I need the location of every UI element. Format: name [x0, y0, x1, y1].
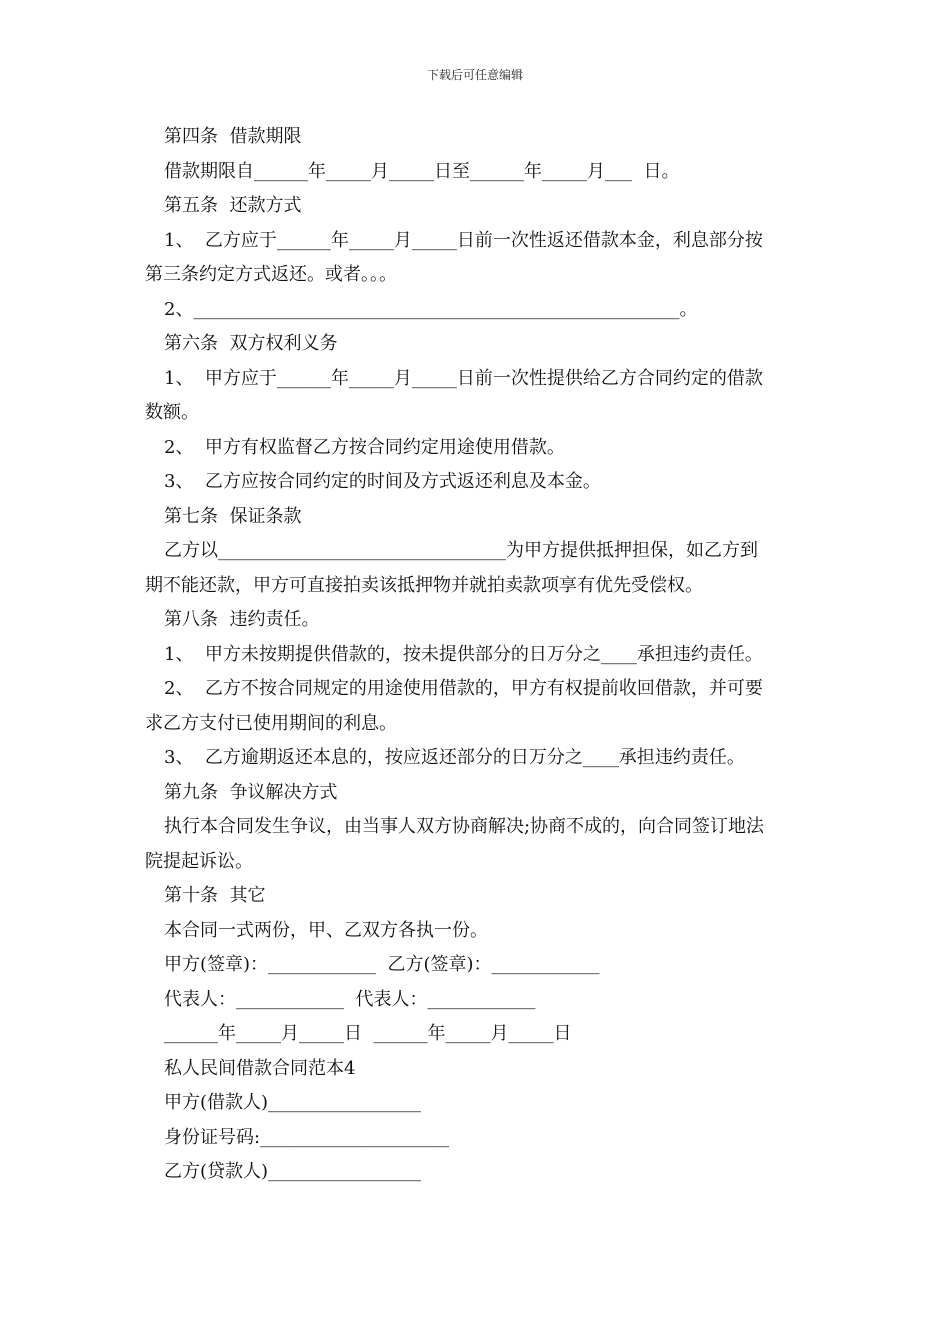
- liability-clause-1: 1、 甲方未按期提供借款的，按未提供部分的日万分之____承担违约责任。: [164, 643, 763, 665]
- date-line: ______年_____月_____日 ______年_____月_____日: [164, 1023, 572, 1044]
- rights-clause-1: 1、 甲方应于______年_____月_____日前一次性提供给乙方合同约定的借款: [164, 367, 763, 389]
- page-header-note: 下载后可任意编辑: [426, 68, 523, 82]
- rights-clause-2: 2、 甲方有权监督乙方按合同约定用途使用借款。: [164, 436, 565, 458]
- guarantee-clause: 乙方以________________________________为甲方提供抵押担保，如乙方到: [164, 540, 758, 561]
- article-9-heading: 第九条 争议解决方式: [164, 781, 338, 803]
- liability-clause-3: 3、 乙方逾期返还本息的，按应返还部分的日万分之____承担违约责任。: [164, 747, 745, 768]
- article-10-heading: 第十条 其它: [164, 885, 266, 906]
- dispute-clause: 执行本合同发生争议，由当事人双方协商解决;协商不成的，向合同签订地法: [164, 816, 765, 837]
- rights-clause-1-cont: 数额。: [145, 402, 199, 423]
- signature-line: 甲方(签章)：____________ 乙方(签章)：____________: [164, 954, 600, 975]
- party-a-borrower-line: 甲方(借款人)_________________: [164, 1092, 422, 1113]
- liability-clause-2-cont: 求乙方支付已使用期间的利息。: [145, 712, 397, 734]
- dispute-clause-cont: 院提起诉讼。: [145, 850, 253, 872]
- repayment-clause-2: 2、______________________________________________________。: [164, 298, 698, 320]
- article-5-heading: 第五条 还款方式: [164, 195, 302, 216]
- liability-clause-2: 2、 乙方不按合同规定的用途使用借款的，甲方有权提前收回借款，并可要: [164, 678, 763, 699]
- article-7-heading: 第七条 保证条款: [164, 505, 302, 527]
- party-b-lender-line: 乙方(贷款人)_________________: [164, 1161, 422, 1182]
- repayment-clause-1: 1、 乙方应于______年_____月_____日前一次性返还借款本金，利息部分按: [164, 229, 763, 251]
- document-body: [145, 120, 810, 1190]
- rights-clause-3: 3、 乙方应按合同约定的时间及方式返还利息及本金。: [164, 471, 601, 492]
- copies-clause: 本合同一式两份，甲、乙双方各执一份。: [164, 919, 488, 941]
- guarantee-clause-cont: 期不能还款，甲方可直接拍卖该抵押物并就拍卖款项享有优先受偿权。: [145, 574, 703, 596]
- loan-term-line: 借款期限自______年_____月_____日至______年_____月___ 日。: [164, 160, 680, 182]
- repayment-clause-1-cont: 第三条约定方式返还。或者。。。: [145, 264, 397, 285]
- template-4-title: 私人民间借款合同范本4: [164, 1057, 356, 1079]
- id-number-line: 身份证号码:_____________________: [164, 1126, 450, 1148]
- article-4-heading: 第四条 借款期限: [164, 126, 302, 147]
- article-6-heading: 第六条 双方权利义务: [164, 333, 338, 354]
- representative-line: 代表人：____________ 代表人：____________: [164, 988, 536, 1010]
- article-8-heading: 第八条 违约责任。: [164, 609, 320, 630]
